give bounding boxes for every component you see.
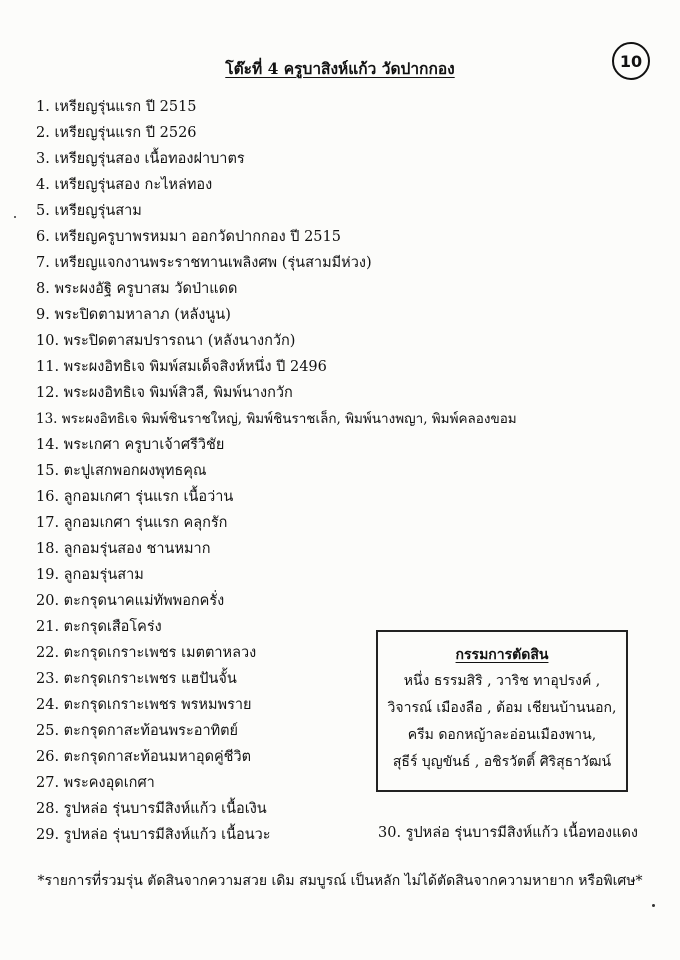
list-item: 1. เหรียญรุ่นแรก ปี 2515 xyxy=(36,99,197,115)
judge-line: หนึ่ง ธรรมสิริ , วาริช ทาอุปรงค์ , xyxy=(403,673,601,689)
list-item: 14. พระเกศา ครูบาเจ้าศรีวิชัย xyxy=(36,437,225,453)
page-title: โต๊ะที่ 4 ครูบาสิงห์แก้ว วัดปากกอง xyxy=(225,59,455,78)
list-item: 13. พระผงอิทธิเจ พิมพ์ชินราชใหญ่, พิมพ์ชินราชเล็ก, พิมพ์นางพญา, พิมพ์คลองขอม xyxy=(36,411,517,427)
list-item: 4. เหรียญรุ่นสอง กะไหล่ทอง xyxy=(36,177,213,193)
list-item: 29. รูปหล่อ รุ่นบารมีสิงห์แก้ว เนื้อนวะ xyxy=(36,827,271,843)
list-item: 7. เหรียญแจกงานพระราชทานเพลิงศพ (รุ่นสามมีห่วง) xyxy=(36,255,372,271)
judge-line: ครีม ดอกหญ้าละอ่อนเมืองพาน, xyxy=(407,727,597,743)
list-item: 25. ตะกรุดกาสะท้อนพระอาทิตย์ xyxy=(36,723,239,739)
scan-speck xyxy=(652,904,655,907)
list-item: 21. ตะกรุดเสือโคร่ง xyxy=(36,619,162,635)
list-item: 26. ตะกรุดกาสะท้อนมหาอุดคู่ชีวิต xyxy=(36,749,252,765)
list-item: 24. ตะกรุดเกราะเพชร พรหมพราย xyxy=(36,697,252,713)
list-item: 10. พระปิดตาสมปรารถนา (หลังนางกวัก) xyxy=(36,333,296,349)
list-item: 18. ลูกอมรุ่นสอง ชานหมาก xyxy=(36,541,211,557)
judges-box xyxy=(376,630,628,792)
page-number: 10 xyxy=(619,51,643,71)
list-item: 28. รูปหล่อ รุ่นบารมีสิงห์แก้ว เนื้อเงิน xyxy=(36,801,267,817)
list-item: 15. ตะปูเสกพอกผงพุทธคุณ xyxy=(36,463,207,479)
list-item: 22. ตะกรุดเกราะเพชร เมตตาหลวง xyxy=(36,645,257,661)
footnote: *รายการที่รวมรุ่น ตัดสินจากความสวย เดิม สมบูรณ์ เป็นหลัก ไม่ได้ตัดสินจากความหายาก หรือพิเศษ* xyxy=(37,873,643,889)
judge-line: วิจารณ์ เมืองลือ , ต้อม เชียนบ้านนอก, xyxy=(387,700,617,716)
list-item-30: 30. รูปหล่อ รุ่นบารมีสิงห์แก้ว เนื้อทองแดง xyxy=(378,825,638,841)
list-item: 2. เหรียญรุ่นแรก ปี 2526 xyxy=(36,125,197,141)
list-item: 11. พระผงอิทธิเจ พิมพ์สมเด็จสิงห์หนึ่ง ปี 2496 xyxy=(36,359,327,375)
page-number-badge xyxy=(612,42,650,80)
judges-title: กรรมการตัดสิน xyxy=(455,647,549,663)
list-item: 17. ลูกอมเกศา รุ่นแรก คลุกรัก xyxy=(36,515,228,531)
list-item: 8. พระผงอัฐิ ครูบาสม วัดป่าแดด xyxy=(36,281,238,297)
judge-line: สุธีร์ บุญขันธ์ , อชิรวัตติ์ ศิริสุธาวัฒน์ xyxy=(392,754,612,770)
list-item: 9. พระปิดตามหาลาภ (หลังนูน) xyxy=(36,307,231,323)
list-item: 19. ลูกอมรุ่นสาม xyxy=(36,567,144,583)
list-item: 27. พระคงอุดเกศา xyxy=(36,775,155,791)
scan-speck xyxy=(14,216,16,218)
list-item: 6. เหรียญครูบาพรหมมา ออกวัดปากกอง ปี 2515 xyxy=(36,229,341,245)
list-item: 5. เหรียญรุ่นสาม xyxy=(36,203,142,219)
list-item: 16. ลูกอมเกศา รุ่นแรก เนื้อว่าน xyxy=(36,489,234,505)
list-item: 12. พระผงอิทธิเจ พิมพ์สิวลี, พิมพ์นางกวัก xyxy=(36,385,293,401)
list-item: 3. เหรียญรุ่นสอง เนื้อทองฝาบาตร xyxy=(36,151,245,167)
list-item: 20. ตะกรุดนาคแม่ทัพพอกครั่ง xyxy=(36,593,225,609)
list-item: 23. ตะกรุดเกราะเพชร แฮปันจั้น xyxy=(36,671,237,687)
